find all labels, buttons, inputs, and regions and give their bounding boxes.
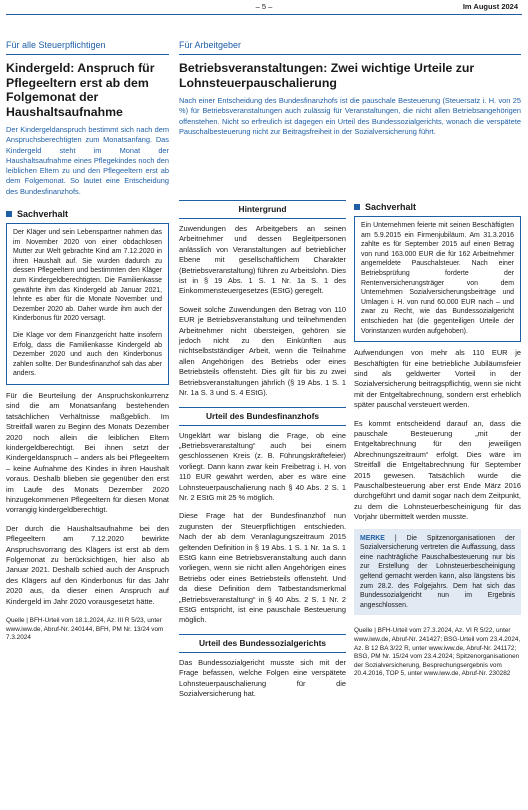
right-section-heading: [354, 202, 521, 212]
right-source: Quelle | BFH-Urteil vom 27.3.2024, Az. VI R 5/22, unter www.iww.de, Abruf-Nr. 241427; BSG-Urteil vom 23.4.2024, Az. B 12 BA 3/22 R, unter www.iww.de, Abruf-Nr. 241172; BSG, PM Nr. 15/24 vom 23.4.2024; Spitzenorganisationen der Sozialversicherung, Besprechungsergebnis vom 20.4.2016, TOP 5, unter www.iww.de, Abruf-Nr. 230282: [354, 627, 521, 678]
right-column-a: [179, 200, 346, 699]
left-source: Quelle | BFH-Urteil vom 18.1.2024, Az. III R 5/23, unter www.iww.de, Abruf-Nr. 240144, BFH, PM Nr. 13/24 vom 7.3.2024: [6, 617, 164, 642]
right-kicker: Für Arbeitgeber: [179, 40, 521, 55]
right-a-p5: Das Bundessozialgericht musste sich mit der Frage befassen, welche Folgen eine verspätete Lohnsteuerpauschalierung für die Sozialversicherung hat.: [179, 657, 346, 699]
subheading-bsg: Urteil des Bundessozialgerichts: [179, 634, 346, 653]
right-lead: Nach einer Entscheidung des Bundesfinanzhofs ist die pauschale Besteuerung (Steuersatz i. H. von 25 %) für Betriebsveranstaltungen auch zulässig für Veranstaltungen, die nicht allen Betriebsangehörigen offenstehen. Nicht so erfreulich ist dagegen ein Urteil des Bundessozialgerichts, wonach die verspätete Pauschalbesteuerung nicht zur Beitragsfreiheit in der Sozialversicherung führt.: [179, 96, 521, 136]
square-bullet-icon: [6, 211, 12, 217]
right-a-p4: Diese Frage hat der Bundesfinanzhof nun zugunsten der Steuerpflichtigen entschieden. Nach der ab dem Veranlagungszeitraum 2015 geltenden Definition in § 19 Abs. 1 S. 1 Nr. 1a S. 1 EStG kann eine Betriebsveranstaltung auch dann vorliegen, wenn sie nicht allen Angehörigen eines Betriebs oder eines Betriebsteils offensteht. Und da diese Definition dem Tatbestandsmerkmal „Betriebsveranstaltung“ in § 40 Abs. 2 S. 1 Nr. 2 EStG entspricht, ist eine pauschale Besteuerung möglich.: [179, 511, 346, 625]
right-column-b: [354, 200, 521, 679]
left-title: Kindergeld: Anspruch für Pflegeeltern erst ab dem Folgemonat der Haushaltsaufnahme: [6, 61, 155, 119]
merke-label: MERKE: [360, 534, 385, 542]
right-article-head: [179, 20, 521, 137]
subheading-hintergrund: Hintergrund: [179, 200, 346, 219]
page-header: [0, 0, 528, 14]
square-bullet-icon: [354, 204, 360, 210]
right-section-label: Sachverhalt: [365, 202, 417, 212]
right-a-p2: Soweit solche Zuwendungen den Betrag von 110 EUR je Betriebsveranstaltung und teilnehmenden Arbeitnehmer nicht übersteigen, gehören sie jedoch nicht zu den Einkünften aus nichtselbstständiger Arbeit, wenn die Teilnahme allen Angehörigen des Betriebs oder eines Betriebsteils offensteht. Dies gilt für bis zu zwei Betriebsveranstaltungen jährlich (§ 19 Abs. 1 S. 1 Nr. 1a S. 3 und S. 4 EStG).: [179, 304, 346, 398]
subheading-bfh: Urteil des Bundesfinanzhofs: [179, 407, 346, 426]
right-b-p2: Es kommt entscheidend darauf an, dass die pauschale Besteuerung „mit der Entgeltabrechnung für den jeweiligen Abrechnungszeitraum“ erfolgt. Dies wäre im Streitfall die Entgeltabrechnung für September 2015 gewesen. Tatsächlich wurde die Pauschalbesteuerung aber erst Ende März 2016 durchgeführt und damit sogar nach dem Zeitpunkt, zu dem die Lohnsteuerbescheinigung für das Vorjahr übermittelt werden musste.: [354, 418, 521, 522]
right-a-p1: Zuwendungen des Arbeitgebers an seinen Arbeitnehmer und dessen Begleitpersonen anlässlich von Veranstaltungen auf betrieblicher Ebene mit gesellschaftlichem Charakter (Betriebsveranstaltung) führen zu Arbeitslohn. Dies ist in § 19 Abs. 1 S. 1 Nr. 1a S. 1 des Einkommensteuergesetzes (EStG) geregelt.: [179, 224, 346, 296]
merke-text: Die Spitzenorganisationen der Sozialversicherung vertreten die Auffassung, dass eine nachträgliche Pauschalbesteuerung nur bis zur Erstellung der Lohnsteuerbescheinigung geltend gemacht werden kann, also längstens bis zum 28.2. des Folgejahrs. Dem hat sich das Bundessozialgericht nun im Ergebnis angeschlossen.: [360, 534, 515, 609]
right-facts-text: Ein Unternehmen feierte mit seinen Beschäftigten am 5.9.2015 ein Firmenjubiläum. Am 31.3.2016 zahlte es für September 2015 auf einen Betrag von rund 163.000 EUR die für 162 Arbeitnehmer angemeldete Pauschalsteuer. Nach einer Betriebsprüfung forderte der Rentenversicherungsträger von dem Unternehmen Sozialversicherungsbeiträge und Umlagen i. H. von rund 60.000 EUR nach – und zwar zu Recht, wie das Bundessozialgericht entschieden hat (die gegenteiligen Urteile der Vorinstanzen wurden aufgehoben).: [361, 222, 514, 335]
header-rule: [6, 14, 522, 15]
left-facts-p2: Die Klage vor dem Finanzgericht hatte insofern Erfolg, dass die Familienkasse Kindergeld ab Dezember 2020 und auch den Kinderbonus zahlen sollte. Der Bundesfinanzhof sah das aber anders.: [13, 332, 162, 378]
right-b-p1: Aufwendungen von mehr als 110 EUR je Beschäftigten für eine betriebliche Jubiläumsfeier sind als geldwerter Vorteil in der Sozialversicherung beitragspflichtig, wenn sie nicht mit der Entgeltabrechnung, sondern erst erheblich später pauschal versteuert werden.: [354, 348, 521, 410]
merke-box: [354, 529, 521, 616]
right-title: Betriebsveranstaltungen: Zwei wichtige Urteile zur Lohnsteuerpauschalierung: [179, 61, 475, 90]
left-body-p1: Für die Beurteilung der Anspruchskonkurrenz sind die am Monatsanfang bestehenden tatsächlichen Verhältnisse maßgeblich. Im Streitfall waren zu Beginn des Monats Dezember 2020 noch allein die leiblichen Eltern kindergeldberechtigt. Bei ihnen setzt der Kindergeldanspruch – anders als bei Pflegeeltern – keine Aufnahme des Kindes in ihren Haushalt voraus. Deshalb blieben sie gegenüber den erst im Laufe des Monats Dezember 2020 hinzugekommenen Pflegeeltern für diesen Monat vorrangig kindergeldberechtigt.: [6, 390, 169, 515]
left-facts-box: [6, 223, 169, 385]
left-body-p2: Der durch die Haushaltsaufnahme bei den Pflegeeltern am 7.12.2020 bewirkte Anspruchsvorrang des Klägers ist erst ab dem Folgemonat zu berücksichtigen, hier also ab Januar 2021. Deshalb schied auch der Anspruch des Klägers auf den Kinderbonus für das Jahr 2020 aus, da dieser einen Anspruch auf Kindergeld im Jahr 2020 vorausgesetzt hätte.: [6, 523, 169, 606]
page-number: – 5 –: [255, 2, 273, 11]
right-a-p3: Ungeklärt war bislang die Frage, ob eine „Betriebsveranstaltung“ auch bei einem geschlossenen Kreis (z. B. Führungskräftefeier) vorliegt. Dann kann zwar kein Freibetrag i. H. von 110 EUR gewährt werden, aber es wäre eine Lohnsteuerpauschalierung nach § 40 Abs. 2 S. 1 Nr. 2 EStG mit 25 % möglich.: [179, 430, 346, 502]
issue-date: Im August 2024: [462, 2, 518, 11]
left-kicker: Für alle Steuerpflichtigen: [6, 40, 169, 55]
left-section-label: Sachverhalt: [17, 209, 69, 220]
merke-paragraph: MERKE | Die Spitzenorganisationen der Sozialversicherung vertreten die Auffassung, dass eine nachträgliche Pauschalbesteuerung nur bis zur Erstellung der Lohnsteuerbescheinigung geltend gemacht werden kann, also längstens bis zum 28.2. des Folgejahrs. Dem hat sich das Bundessozialgericht nun im Ergebnis angeschlossen.: [360, 534, 515, 609]
left-article: [6, 20, 169, 643]
left-lead: Der Kindergeldanspruch bestimmt sich nach dem Anspruchsberechtigten zum Monatsanfang. Das Kindergeld steht im Monat der Haushaltsaufnahme eines Pflegekindes noch den leiblichen Eltern zu und den Pflegeeltern erst ab dem Folgemonat. So lautet eine Entscheidung des Bundesfinanzhofs.: [6, 125, 169, 196]
right-facts-box: [354, 216, 521, 342]
left-section-heading: [6, 209, 169, 219]
left-facts-p1: Der Kläger und sein Lebenspartner nahmen das im November 2020 von einer obdachlosen Mutter zur Welt gebrachte Kind am 7.12.2020 in ihren Haushalt auf. Sie wurden dadurch zu dessen Pflegeeltern und bestimmten den Kläger zum Kindergeldberechtigten. Die Familienkasse gewährte ihm das Kindergeld ab Januar 2021, lehnte es aber für die Monate November und Dezember 2020 ab. Daher wurde ihm auch der Kinderbonus für 2020 versagt.: [13, 229, 162, 323]
